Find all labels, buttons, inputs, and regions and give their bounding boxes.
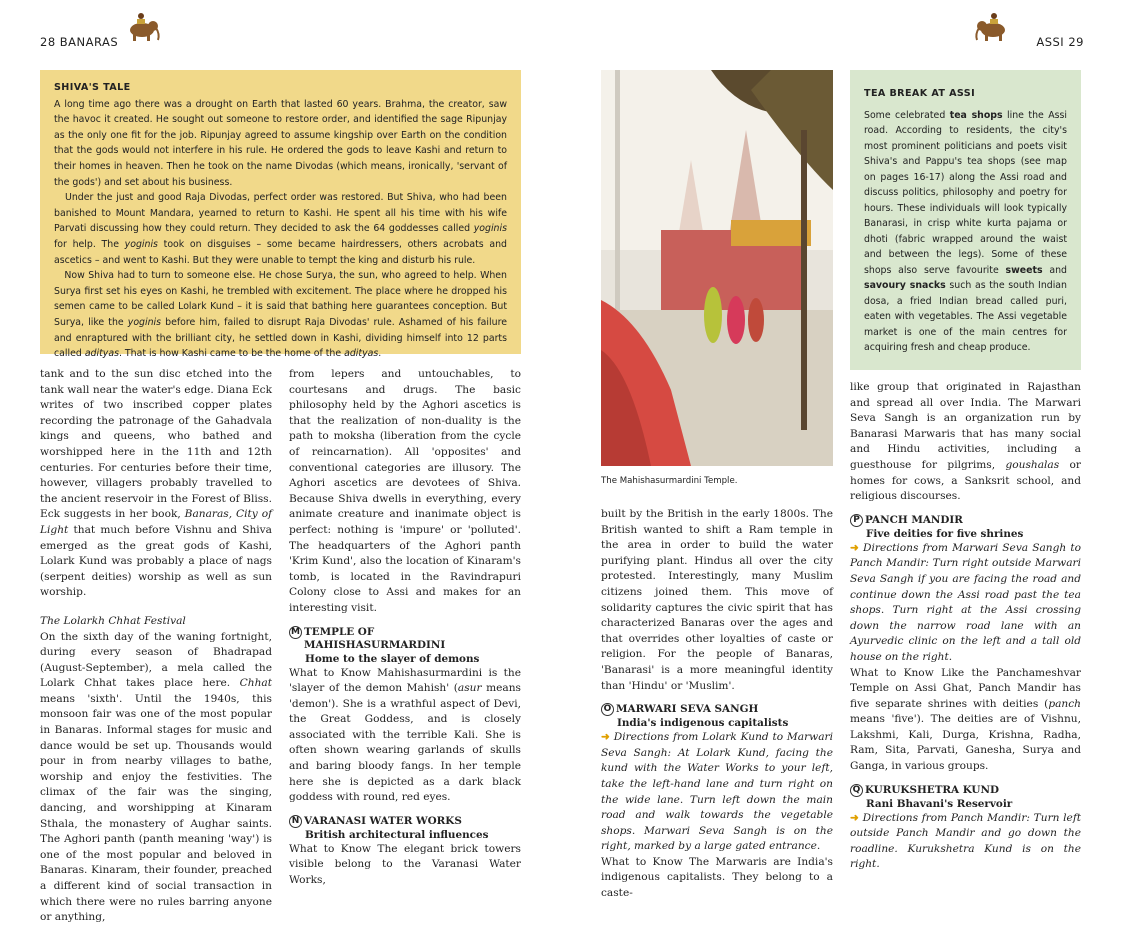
kurukshetra-subtitle: Rani Bhavani's Reservoir xyxy=(866,797,1013,810)
marwari-title: MARWARI SEVA SANGH xyxy=(616,703,759,716)
shiva-tale-para-1: A long time ago there was a drought on Earth that lasted 60 years. Brahma, the creator, saw the havoc it created. He sought out someone to restore order, and identified the sage Ripunjay as the only one fit for the job. Ripunjay agreed to assume kingship over Earth on the condition that the gods would not interfere in his rule. He ordered the gods to leave Kashi and return to their homes in heaven. Then he took on the name Divodas (which means, ironically, 'servant of the gods') and set about his business. xyxy=(54,98,507,188)
right-column-1 xyxy=(601,507,833,902)
shiva-tale-para-2: Under the just and good Raja Divodas, perfect order was restored. But Shiva, who had been banished to Mount Mandara, yearned to return to Kashi. He spent all his time with his wife Parvati discussing how they could return. They decided to ask the 64 goddesses called yoginis for help. The yoginis took on disguises – some became hairdressers, others acrobats and ascetics – and went to Kashi. But they were unable to tempt the king and disturb his rule. xyxy=(54,192,507,266)
marker-q-icon: Q xyxy=(850,784,863,797)
shiva-tale-title: SHIVA'S TALE xyxy=(54,82,131,93)
left-column-1 xyxy=(40,367,272,926)
right-page xyxy=(561,0,1122,900)
festival-subheading: The Lolarkh Chhat Festival xyxy=(40,614,186,627)
shiva-tale-box xyxy=(40,70,521,360)
arrow-right-icon: ➜ xyxy=(850,811,859,824)
running-head-left: 28 BANARAS xyxy=(40,35,119,49)
marwari-subtitle: India's indigenous capitalists xyxy=(617,717,789,730)
running-head-right: ASSI 29 xyxy=(1036,35,1084,49)
section-head-o xyxy=(601,703,833,716)
section-head-n xyxy=(289,815,521,828)
tea-break-title: TEA BREAK AT ASSI xyxy=(864,88,976,99)
kurukshetra-title: KURUKSHETRA KUND xyxy=(865,783,999,796)
marker-p-icon: P xyxy=(850,514,863,527)
left-page xyxy=(0,0,561,924)
festival-para: On the sixth day of the waning fortnight, during every season of Bhadrapad (August-September), a mela called the Lolark Chhat takes place here. Chhat means 'sixth'. Until the 1940s, this monsoon fair was one of the most popular in Banaras. Informal stages for music and dance would be set up. Thousands would pour in from nearby villages to bathe, worship and enjoy the festivities. The climax of the fair was the singing, dancing, and worshipping at Kinaram Sthala, the monastery of Aughar saints. The Aghori panth (panth meaning 'way') is one of the most popular and beloved in Banaras. Kinaram, their founder, preached a different kind of social transaction in which there were no rules barring anyone or anything, xyxy=(40,630,272,924)
left-column-2 xyxy=(289,367,521,889)
panch-mandir-subtitle: Five deities for five shrines xyxy=(866,527,1024,540)
panch-mandir-title: PANCH MANDIR xyxy=(865,513,963,526)
kurukshetra-directions: ➜ Directions from Panch Mandir: Turn left outside Panch Mandir and go down the roadline. Kurukshetra Kund is on the right. xyxy=(850,811,1082,871)
arrow-right-icon: ➜ xyxy=(850,541,859,554)
temple-title-line2: MAHISHASURMARDINI xyxy=(304,638,446,651)
water-works-title: VARANASI WATER WORKS xyxy=(304,814,462,827)
panch-mandir-para: What to Know Like the Panchameshvar Temple on Assi Ghat, Panch Mandir has five separate shrines with deities (panch means 'five'). The deities are of Vishnu, Lakshmi, Kali, Durga, Krishna, Radha, Ram, Sita, Parvati, Ganesha, Surya and Ganga, in various groups. xyxy=(850,666,1081,773)
water-works-cont-para: built by the British in the early 1800s. The British wanted to shift a Ram temple in the area in order to build the water purifying plant. Hindus all over the city protested. Interestingly, many Muslim citizens joined them. This move of solidarity captures the civic spirit that has characterized Banaras over the ages and that overrides other loyalties of caste or religion. For the people of Banaras, 'Banarasi' is a more meaningful identity than 'Hindu' or 'Muslim'. xyxy=(601,508,833,692)
panch-mandir-directions: ➜ Directions from Marwari Seva Sangh to Panch Mandir: Turn right outside Marwari Seva Sangh if you are facing the road and continue down the Assi road past the tea shops. Turn right at the Assi crossing down the narrow road lane with an Ayurvedic clinic on the left and a tall old house on the right. xyxy=(850,541,1081,663)
water-works-para: What to Know The elegant brick towers visible belong to the Varanasi Water Works, xyxy=(289,842,521,887)
elephant-icon xyxy=(122,10,162,42)
photo-caption: The Mahishasurmardini Temple. xyxy=(601,476,738,486)
marwari-para: What to Know The Marwaris are India's indigenous capitalists. They belong to a caste- xyxy=(601,855,833,900)
tea-break-para: Some celebrated tea shops line the Assi road. According to residents, the city's most prominent politicians and poets visit Shiva's and Pappu's tea shops (see map on pages 16-17) along the Assi road and discuss politics, philosophy and poetry for hours. These individuals will look typically Banarasi, in crisp white kurta pajama or dhoti (fabric wrapped around the waist and between the legs). Some of these shops also serve favourite sweets and savoury snacks such as the south Indian dosa, a fried Indian bread called puri, eaten with vegetables. The Assi vegetable market is one of the main centres for acquiring fresh and cheap produce. xyxy=(864,109,1067,353)
marwari-cont-para: like group that originated in Rajasthan and spread all over India. The Marwari Seva Sangh is an organization run by Banarasi Marwaris that has many social and Hindu activities, including a guesthouse for pilgrims, goushalas or homes for cows, a Sanksrit school, and religious discourses. xyxy=(850,381,1082,503)
marker-o-icon: O xyxy=(601,703,614,716)
lolark-para: tank and to the sun disc etched into the tank wall near the water's edge. Diana Eck writes of two inscribed copper plates recording the patronage of the Gahadvala kings and queens, who bathed and worshipped here in the 11th and 12th centuries. For centuries before their time, however, villagers probably travelled to the ancient reservoir in the Forest of Bliss. Eck suggests in her book, Banaras, City of Light that much before Vishnu and Shiva emerged as the great gods of Kashi, Lolark Kund was probably a place of nags (serpent deities) worship as well as sun worship. xyxy=(40,368,272,599)
aghori-para: from lepers and untouchables, to courtesans and drugs. The basic philosophy held by the Aghori ascetics is that the realization of non-duality is the path to moksha (liberation from the cycle of reincarnation). All 'opposites' and conventional categories are illusory. The Aghori ascetics are devotees of Shiva. Because Shiva dwells in everything, every animate creature and inanimate object is perfect: nothing is 'impure' or 'polluted'. The headquarters of the Aghori panth 'Krim Kund', also the location of Kinaram's tomb, is located in the Ravindrapuri Colony close to Assi and makes for an interesting visit. xyxy=(289,368,521,614)
water-works-subtitle: British architectural influences xyxy=(305,828,489,841)
section-head-p xyxy=(850,514,1081,527)
section-head-m xyxy=(289,626,521,652)
right-column-2 xyxy=(850,380,1081,873)
temple-para: What to Know Mahishasurmardini is the 'slayer of the demon Mahish' (asur means 'demon'). She is a wrathful aspect of Devi, the Great Goddess, and is closely associated with the terrible Kali. She is often shown wearing garlands of skulls and baring bloody fangs. In her temple here she is depicted as a dark black goddess with round, red eyes. xyxy=(289,666,521,804)
temple-photo xyxy=(601,70,833,466)
tea-break-box xyxy=(850,70,1081,370)
marker-n-icon: N xyxy=(289,815,302,828)
marker-m-icon: M xyxy=(289,626,302,639)
temple-title-line1: TEMPLE OF xyxy=(304,625,375,638)
marwari-directions: ➜ Directions from Lolark Kund to Marwari Seva Sangh: At Lolark Kund, facing the kund with the Water Works to your left, take the left-hand lane and turn right on the wide lane. Turn left down the main road and walk towards the vegetable shops. Marwari Seva Sangh is on the right, marked by a large gated entrance. xyxy=(601,731,833,853)
elephant-icon xyxy=(973,10,1013,42)
section-head-q xyxy=(850,784,1081,797)
arrow-right-icon: ➜ xyxy=(601,731,610,744)
temple-subtitle: Home to the slayer of demons xyxy=(305,652,480,665)
shiva-tale-para-3: Now Shiva had to turn to someone else. He chose Surya, the sun, who agreed to help. When Surya first set his eyes on Kashi, he trembled with excitement. The place where he dropped his semen came to be called Lolark Kund – it is said that bathing here guarantees conception. But Surya, like the yoginis before him, failed to disrupt Raja Divodas' rule. Ashamed of his failure and enraptured with the brilliant city, he settled down in Kashi, dividing himself into 12 parts called adityas. That is how Kashi came to be the home of the adityas. xyxy=(54,270,507,360)
